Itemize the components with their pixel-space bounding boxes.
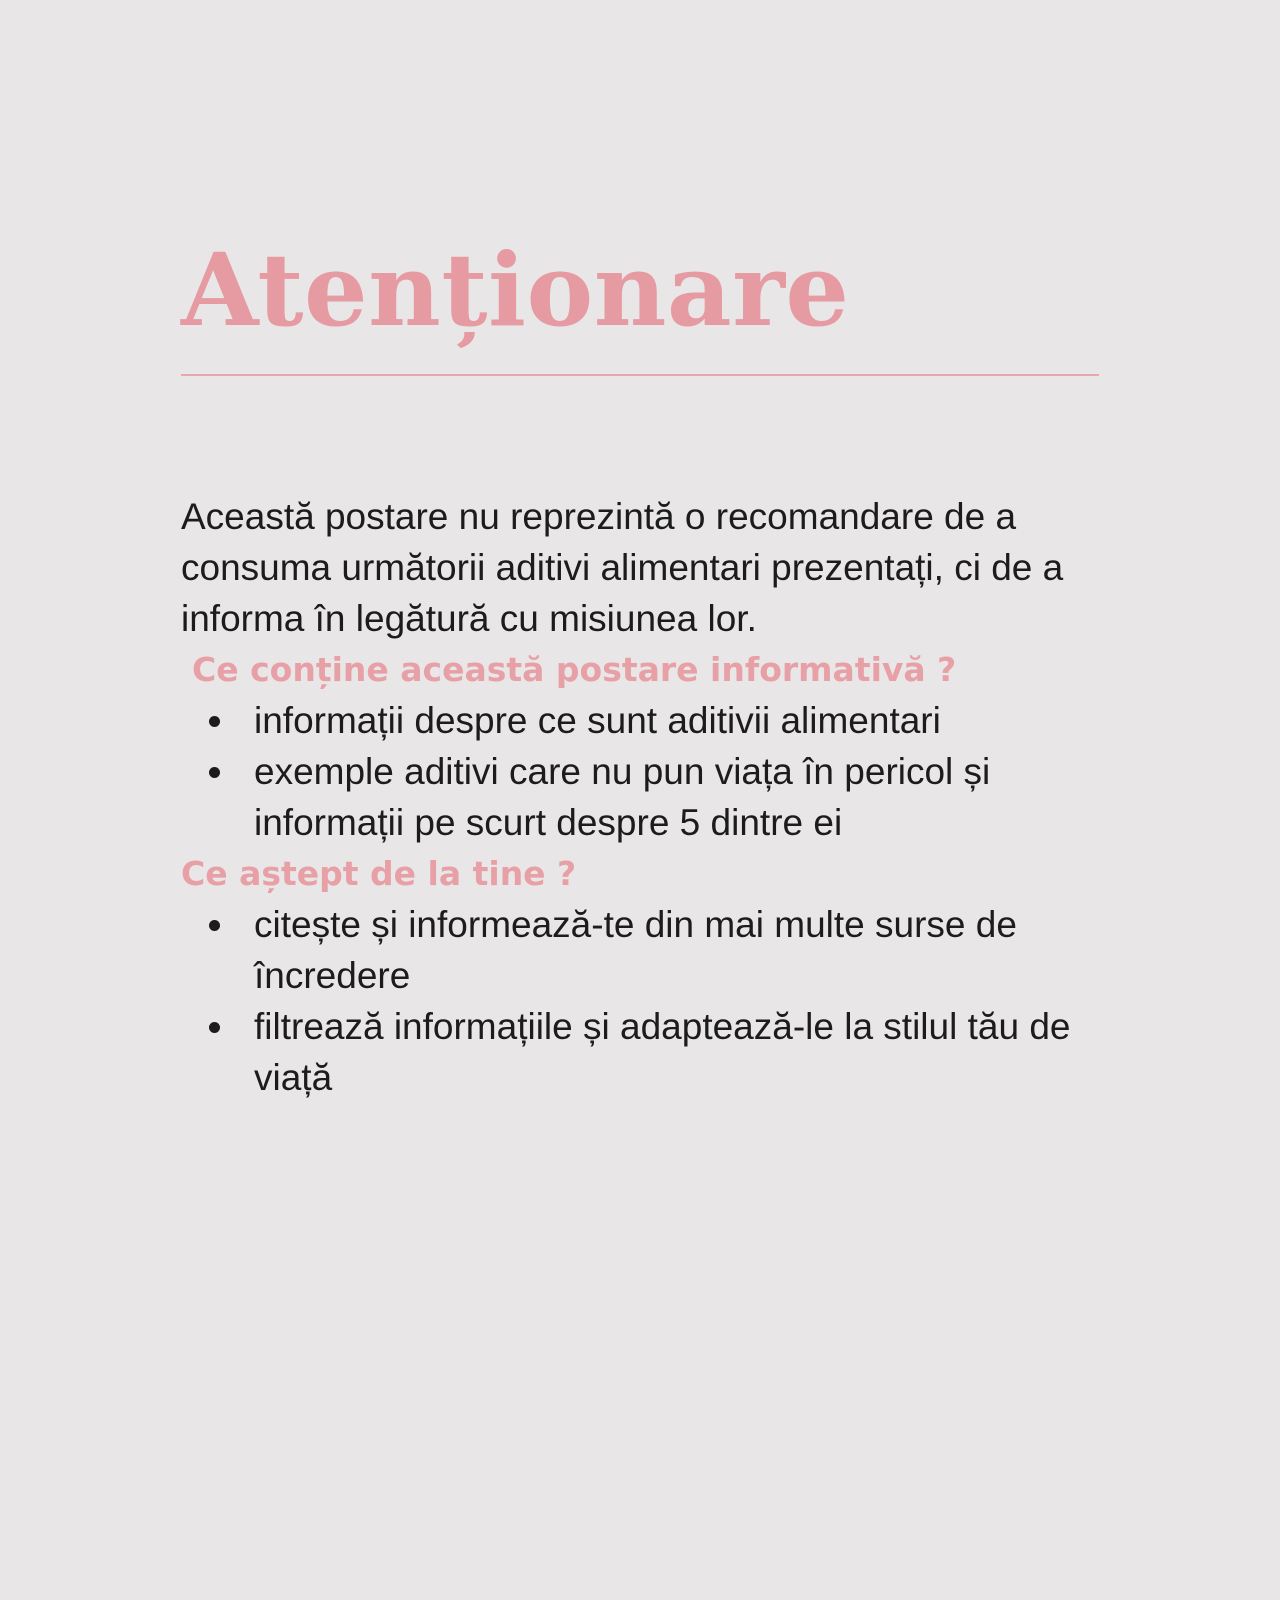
list-item [254,899,1101,1001]
list-item [254,1001,1101,1103]
bullet-icon [209,716,220,727]
contents-list [181,695,1101,848]
list-item-text: filtrează informațiile și adaptează-le la stilul tău de viață [254,1006,1071,1098]
intro-paragraph: Această postare nu reprezintă o recomandare de a consuma următorii aditivi alimentari prezentați, ci de a informa în legătură cu misiunea lor. [181,496,1064,639]
list-item-text: informații despre ce sunt aditivii alimentari [254,700,941,741]
list-item-text: exemple aditivi care nu pun viața în pericol și informații pe scurt despre 5 dintre ei [254,751,991,843]
list-item [254,695,1101,746]
section-heading-expectations: Ce aștept de la tine ? [181,854,577,893]
title-divider [181,374,1099,376]
bullet-icon [209,920,220,931]
expectations-list [181,899,1101,1103]
section-heading-contents: Ce conține această postare informativă ? [192,650,957,689]
bullet-icon [209,767,220,778]
page-title: Atenționare [181,231,850,349]
list-item-text: citește și informează-te din mai multe surse de încredere [254,904,1017,996]
post-content [181,230,1101,1103]
list-item [254,746,1101,848]
bullet-icon [209,1022,220,1033]
